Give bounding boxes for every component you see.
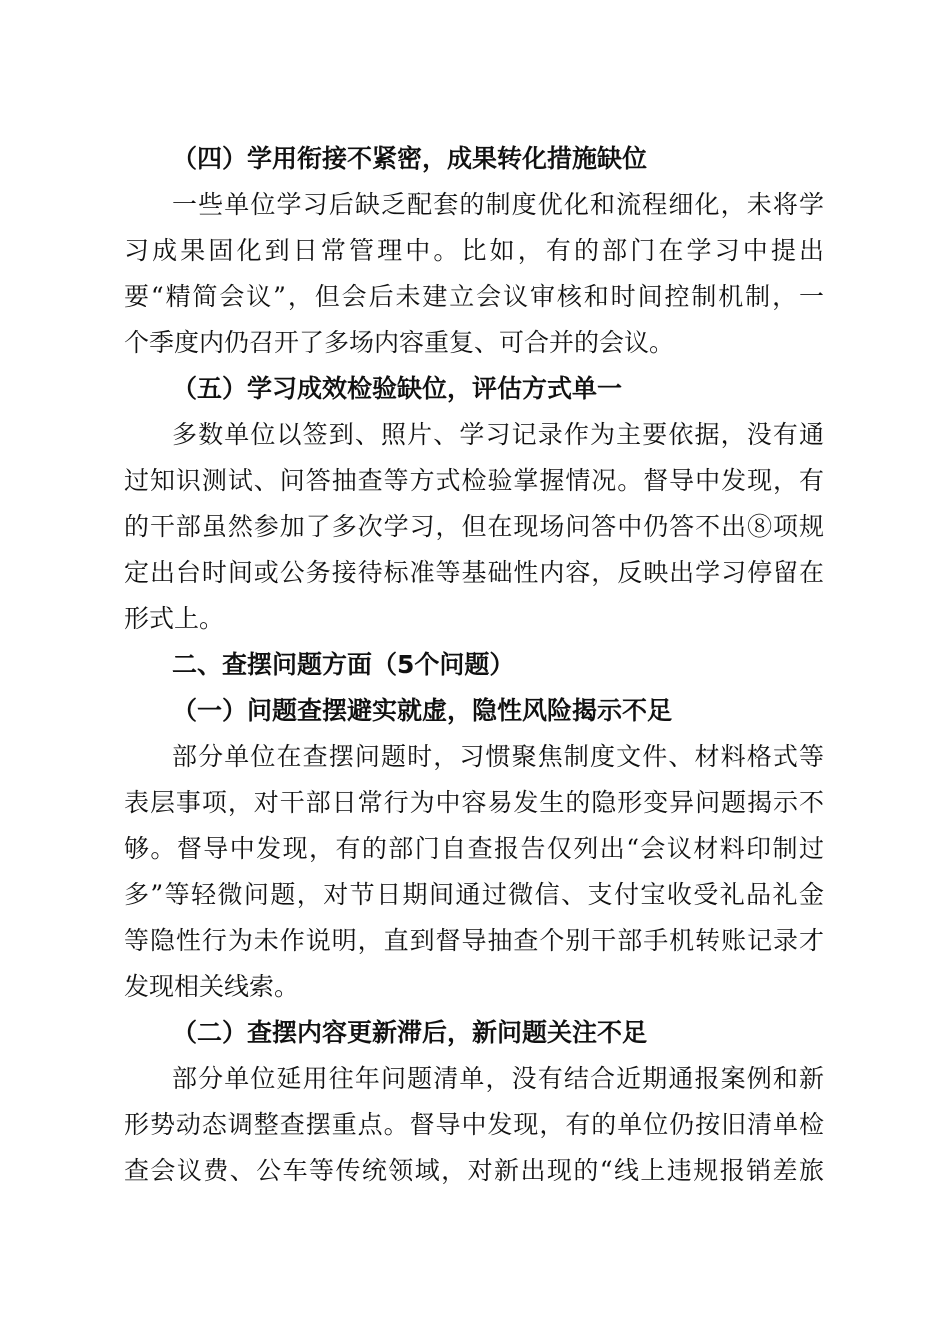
paragraph-line: 个季度内仍召开了多场内容重复、可合并的会议。 <box>124 328 675 357</box>
paragraph-line: 习成果固化到日常管理中。比如，有的部门在学习中提出 <box>124 236 824 265</box>
paragraph-line: 部分单位在查摆问题时，习惯聚焦制度文件、材料格式等 <box>172 742 824 771</box>
subheading-2-2: （二）查摆内容更新滞后，新问题关注不足 <box>172 1018 648 1047</box>
paragraph-line: 形势动态调整查摆重点。督导中发现，有的单位仍按旧清单检 <box>124 1110 824 1139</box>
subheading-4: （四）学用衔接不紧密，成果转化措施缺位 <box>172 144 648 173</box>
paragraph-line: 定出台时间或公务接待标准等基础性内容，反映出学习停留在 <box>124 558 824 587</box>
paragraph-line: 等隐性行为未作说明，直到督导抽查个别干部手机转账记录才 <box>124 926 824 955</box>
paragraph-line: 一些单位学习后缺乏配套的制度优化和流程细化，未将学 <box>172 190 824 219</box>
paragraph-line: 部分单位延用往年问题清单，没有结合近期通报案例和新 <box>172 1064 824 1093</box>
subheading-5: （五）学习成效检验缺位，评估方式单一 <box>172 374 623 403</box>
paragraph-line: 过知识测试、问答抽查等方式检验掌握情况。督导中发现，有 <box>124 466 824 495</box>
subheading-2-1: （一）问题查摆避实就虚，隐性风险揭示不足 <box>172 696 673 725</box>
section-heading-2: 二、查摆问题方面（5个问题） <box>172 650 515 679</box>
paragraph-line: 的干部虽然参加了多次学习，但在现场问答中仍答不出⑧项规 <box>124 512 824 541</box>
paragraph-line: 多”等轻微问题，对节日期间通过微信、支付宝收受礼品礼金 <box>124 880 824 909</box>
paragraph-line: 形式上。 <box>124 604 225 633</box>
paragraph-line: 查会议费、公车等传统领域，对新出现的“线上违规报销差旅 <box>124 1156 824 1185</box>
document-page <box>124 136 824 1194</box>
paragraph-line: 够。督导中发现，有的部门自查报告仅列出“会议材料印制过 <box>124 834 824 863</box>
paragraph-line: 发现相关线索。 <box>124 972 300 1001</box>
paragraph-line: 多数单位以签到、照片、学习记录作为主要依据，没有通 <box>172 420 824 449</box>
paragraph-line: 表层事项，对干部日常行为中容易发生的隐形变异问题揭示不 <box>124 788 824 817</box>
paragraph-line: 要“精简会议”，但会后未建立会议审核和时间控制机制，一 <box>124 282 824 311</box>
